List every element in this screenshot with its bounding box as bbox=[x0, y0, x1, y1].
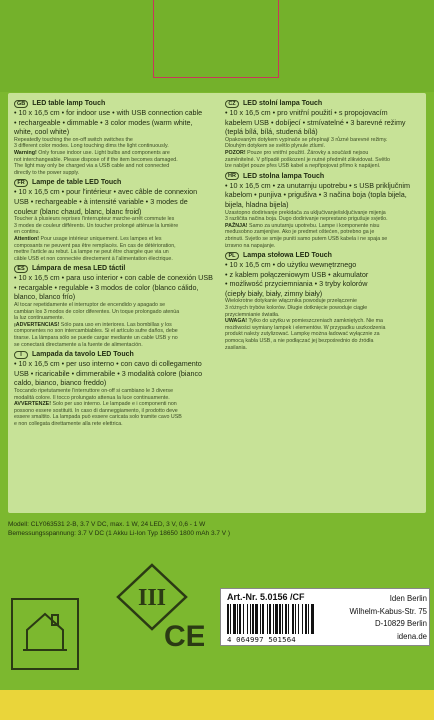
barcode-bar bbox=[239, 604, 241, 634]
warning-label: Attention! bbox=[14, 235, 40, 242]
warning-label: POZOR! bbox=[225, 149, 246, 156]
usage-line: 3 różnych trybów kolorów. Długie dotknięcie powoduje ciągłe bbox=[225, 305, 368, 312]
warning-text: essere smaltito. La lampada può essere caricata solo tramite cavo USB bbox=[14, 414, 182, 421]
barcode-bar bbox=[255, 604, 258, 634]
vendor-name: Iden Berlin bbox=[389, 594, 427, 603]
warning-text: componentes no son intercambiables. Si el artículo sufre daños, debe bbox=[14, 328, 178, 335]
warning-line bbox=[225, 223, 428, 230]
warning-line bbox=[225, 345, 428, 352]
feature-line: USB • ricaricabile • dimmerabile • 3 modalità colore (bianco bbox=[14, 368, 203, 378]
section-header bbox=[14, 178, 217, 187]
warning-label: Warning! bbox=[14, 149, 37, 156]
warning-label: PAŽNJA! bbox=[225, 222, 248, 229]
section-header bbox=[225, 99, 428, 108]
language-section-hr bbox=[225, 172, 428, 249]
language-section-gb bbox=[14, 99, 217, 176]
barcode-bar bbox=[298, 604, 299, 634]
usage-line: przyciemnianie światła. bbox=[225, 311, 280, 318]
feature-line: blanco, blanco frío) bbox=[14, 292, 76, 302]
warning-line bbox=[225, 243, 428, 250]
warning-line bbox=[14, 249, 217, 256]
language-section-cz bbox=[225, 99, 428, 170]
barcode-bar bbox=[243, 604, 244, 634]
model-line: Modell: CLY063531 2-B, 3.7 V DC, max. 1 W, 24 LED, 3 V, 0,6 - 1 W bbox=[8, 521, 206, 528]
barcode-bar bbox=[285, 604, 287, 634]
usage-line: 3 different color modes. Long touching dims the light continuously. bbox=[14, 143, 169, 150]
feature-line: • recargable • regulable • 3 modos de color (blanco cálido, bbox=[14, 282, 199, 292]
usage-line: modalità colore. Il tocco prolungato attenua la luce continuamente. bbox=[14, 394, 170, 401]
warning-line bbox=[225, 318, 428, 325]
language-badge: HR bbox=[225, 172, 239, 180]
warning-text: lze nabíjet pouze přes USB kabel a nepřipojovat přímo k napájení. bbox=[225, 163, 381, 170]
usage-line: Toccando ripetutamente l'interruttore on-off si cambiano le 3 diverse bbox=[14, 388, 174, 394]
warning-line bbox=[14, 236, 217, 243]
instructions-column-right bbox=[225, 99, 428, 353]
warning-text: directly to the power supply. bbox=[14, 169, 80, 176]
warning-label: ¡ADVERTENCIAS! bbox=[14, 321, 60, 328]
section-title: Lampa stołowa LED Touch bbox=[243, 252, 332, 260]
usage-line: Al tocar repetidamente el interruptor de encendido y apagado se bbox=[14, 302, 166, 309]
warning-text: međusobno zamjenjive. Ako je predmet oštećen, potrebno ga je bbox=[225, 229, 375, 236]
language-badge: FR bbox=[14, 179, 28, 187]
warning-text: izravno na napajanje. bbox=[225, 242, 276, 249]
vendor-street: Wilhelm-Kabus-Str. 75 bbox=[349, 606, 427, 616]
warning-text: zbrinuti. Svjetlo se smije puniti samo putem USB kabela i ne spaja se bbox=[225, 235, 388, 242]
feature-line: • 10 x 16,5 cm • pour l'intérieur • avec câble de connexion bbox=[14, 187, 198, 197]
section-title: Lámpara de mesa LED táctil bbox=[32, 265, 126, 273]
language-badge: PL bbox=[225, 252, 239, 260]
instructions-panel bbox=[8, 93, 426, 513]
barcode-bar bbox=[292, 604, 294, 634]
language-badge: ES bbox=[14, 265, 28, 273]
warning-line bbox=[14, 150, 217, 157]
barcode-bar bbox=[269, 604, 271, 634]
warning-text: Pouze pro vnitřní použití. Žárovky a součásti nejsou bbox=[245, 149, 369, 156]
barcode-bar bbox=[267, 604, 268, 634]
barcode-bar bbox=[305, 604, 307, 634]
warning-line bbox=[14, 256, 217, 263]
barcode-bar bbox=[295, 604, 296, 634]
model-specs bbox=[8, 520, 428, 538]
barcode-bar bbox=[237, 604, 238, 634]
feature-line: couleur (blanc chaud, blanc, blanc froid) bbox=[14, 206, 142, 216]
section-header bbox=[14, 350, 217, 359]
section-header bbox=[14, 264, 217, 273]
warning-text: composants ne peuvent pas être remplacés. En cas de détérioration, bbox=[14, 242, 176, 249]
usage-line: Repeatedly touching the on-off switch switches the bbox=[14, 136, 133, 143]
warning-text: e non collegata direttamente alla rete elettrica. bbox=[14, 420, 123, 427]
warning-line bbox=[14, 157, 217, 164]
warning-line bbox=[14, 421, 217, 428]
vendor-web: idena.de bbox=[397, 631, 427, 641]
barcode-bar bbox=[275, 604, 278, 634]
warning-label: AVVERTENZE! bbox=[14, 401, 51, 408]
usage-line: Dlouhým dotykem se světlo plynule ztlumí. bbox=[225, 143, 326, 150]
class3-label: III bbox=[137, 585, 167, 611]
warning-line bbox=[225, 163, 428, 170]
barcode-bar bbox=[260, 604, 261, 634]
warning-label: UWAGA! bbox=[225, 318, 248, 325]
warning-text: zaměnitelné. V případě poškození je nutné předmět zlikvidovat. Světlo bbox=[225, 156, 390, 163]
barcode-bar bbox=[311, 604, 314, 634]
warning-text: zasilania. bbox=[225, 344, 248, 351]
warning-text: tirarse. La lámpara sólo se puede cargar mediante un cable USB y no bbox=[14, 335, 178, 342]
warning-text: se conectará directamente a la fuente de alimentación. bbox=[14, 341, 143, 348]
usage-line: la luz continuamente. bbox=[14, 315, 65, 322]
warning-line bbox=[225, 331, 428, 338]
barcode-bar bbox=[302, 604, 303, 634]
warning-text: możliwości wymiany lampek i elementów. W przypadku uszkodzenia bbox=[225, 324, 386, 331]
warning-line bbox=[225, 229, 428, 236]
feature-line: • 10 x 16,5 cm • for indoor use • with USB connection cable bbox=[14, 108, 203, 117]
language-section-es bbox=[14, 264, 217, 348]
usage-line: Toucher à plusieurs reprises l'interrupteur marche-arrêt commute les bbox=[14, 216, 175, 223]
article-label bbox=[220, 588, 430, 646]
barcode-bar bbox=[262, 604, 264, 634]
warning-text: Solo per uso interno. Le lampade e i componenti non bbox=[50, 401, 177, 408]
language-section-i bbox=[14, 350, 217, 427]
language-badge: GB bbox=[14, 100, 28, 108]
barcode-bar bbox=[279, 604, 281, 634]
feature-line: bijela, hladna bijela) bbox=[225, 199, 289, 209]
bottom-color-bar bbox=[0, 690, 434, 720]
warning-line bbox=[225, 236, 428, 243]
feature-line: • 10 x 16,5 cm • do użytku wewnętrznego bbox=[225, 260, 357, 270]
feature-line: caldo, bianco, bianco freddo) bbox=[14, 378, 107, 388]
language-badge: CZ bbox=[225, 100, 239, 108]
article-number: Art.-Nr. 5.0156 /CF bbox=[227, 592, 305, 602]
barcode-bar bbox=[308, 604, 309, 634]
feature-line: • 10 x 16,5 cm • per uso interno • con cavo di collegamento bbox=[14, 359, 202, 369]
warning-text: The light may only be charged via a USB cable and not connected bbox=[14, 163, 170, 170]
usage-line: Opakovaným dotykem vypínače se přepínají 3 různé barevné režimy. bbox=[225, 136, 388, 143]
feature-line: • 10 x 16,5 cm • za unutarnju upotrebu • s USB priključnim bbox=[225, 180, 410, 190]
usage-line: 3 modes de couleur différents. Un toucher prolongé atténue la lumière bbox=[14, 222, 179, 229]
warning-text: Only foruse indoor use. Light bulbs and components are bbox=[36, 149, 170, 156]
barcode-bar bbox=[273, 604, 274, 634]
warning-text: possono essere sostituiti. In caso di danneggiamento, il prodotto deve bbox=[14, 407, 178, 414]
section-title: Lampe de table LED Touch bbox=[32, 179, 122, 187]
barcode-bar bbox=[247, 604, 248, 634]
warning-text: Pour usage intérieur uniquement. Les lampes et les bbox=[39, 235, 162, 242]
usage-line: en continu. bbox=[14, 229, 40, 236]
warning-line bbox=[14, 163, 217, 170]
barcode-bar bbox=[282, 604, 283, 634]
warning-line bbox=[225, 325, 428, 332]
language-section-pl bbox=[225, 251, 428, 351]
language-badge: I bbox=[14, 351, 28, 359]
section-header bbox=[225, 251, 428, 260]
feature-line: • z kablem połączeniowym USB • akumulator bbox=[225, 269, 369, 279]
warning-line bbox=[14, 170, 217, 177]
barcode-bar bbox=[288, 604, 289, 634]
warning-line bbox=[225, 157, 428, 164]
warning-line bbox=[14, 328, 217, 335]
feature-line: kabelom • punjiva • prigušiva • 3 načina boja (topla bijela, bbox=[225, 190, 407, 200]
instructions-column-left bbox=[14, 99, 217, 430]
section-header bbox=[225, 172, 428, 181]
barcode-bar bbox=[250, 604, 251, 634]
barcode-bar bbox=[230, 604, 231, 634]
product-window-frame bbox=[153, 0, 279, 78]
feature-line: kabelem USB • dobíjecí • stmívatelné • 3 barevné režimy bbox=[225, 117, 406, 127]
ce-mark-icon bbox=[164, 620, 204, 650]
feature-line: (ciepły biały, biały, zimny biały) bbox=[225, 288, 323, 298]
section-title: Lampada da tavolo LED Touch bbox=[32, 351, 134, 359]
usage-line: 3 različita načina boja. Dugo dodirivanje neprestano prigušuje svjetlo. bbox=[225, 216, 388, 223]
warning-text: Samo za unutarnju upotrebu. Lampe i komponente nisu bbox=[247, 222, 380, 229]
barcode-digits: 4 064997 501564 bbox=[227, 635, 296, 644]
section-title: LED table lamp Touch bbox=[32, 100, 106, 107]
indoor-use-house-icon bbox=[11, 598, 79, 670]
warning-text: produkt należy zutylizować. Lampkę można ładować wyłącznie za bbox=[225, 331, 380, 338]
ce-label: CE bbox=[164, 620, 204, 650]
warning-text: pomocą kabla USB, a nie podłączać jej bezpośrednio do źródła bbox=[225, 338, 374, 345]
warning-text: Tylko do użytku w pomieszczeniach zamkniętych. Nie ma bbox=[247, 318, 383, 325]
barcode-bar bbox=[233, 604, 236, 634]
warning-text: not interchangeable. Please dispose of if the item becomes damaged. bbox=[14, 156, 178, 163]
warning-line bbox=[14, 408, 217, 415]
warning-line bbox=[14, 335, 217, 342]
section-title: LED stolní lampa Touch bbox=[243, 100, 323, 107]
feature-line: USB • rechargeable • à intensité variable • 3 modes de bbox=[14, 196, 188, 206]
feature-line: • 10 x 16,5 cm • para uso interior • con cable de conexión USB bbox=[14, 273, 213, 283]
section-title: LED stolna lampa Touch bbox=[243, 172, 325, 180]
warning-line bbox=[14, 414, 217, 421]
usage-line: cambian los 3 modos de color diferentes. Un toque prolongado atenúa bbox=[14, 308, 180, 315]
feature-line: white, cool white) bbox=[14, 127, 70, 137]
rating-line: Bemessungsspannung: 3.7 V DC (1 Akku Li-Ion Typ 18650 1800 mAh 3.7 V ) bbox=[8, 530, 231, 537]
warning-line bbox=[14, 322, 217, 329]
usage-line: Uzastopno dodirivanje prekidača za uključivanje/isključivanje mijenja bbox=[225, 209, 386, 216]
warning-text: câble USB et non connectée directement à l'alimentation électrique. bbox=[14, 255, 173, 262]
feature-line: • możliwość przyciemniania • 3 tryby kolorów bbox=[225, 279, 368, 289]
warning-text: Sólo para uso en interiores. Las bombillas y los bbox=[59, 321, 172, 328]
warning-line bbox=[225, 338, 428, 345]
feature-line: • 10 x 16,5 cm • pro vnitřní použití • s propojovacím bbox=[225, 108, 388, 117]
barcode-bar bbox=[227, 604, 229, 634]
feature-line: (teplá bílá, bílá, studená bílá) bbox=[225, 127, 318, 137]
warning-line bbox=[14, 243, 217, 250]
warning-line bbox=[14, 342, 217, 349]
vendor-address bbox=[337, 593, 427, 643]
usage-line: Wielokrotne dotykanie włącznika powoduje przełączenie bbox=[225, 298, 357, 305]
feature-line: • rechargeable • dimmable • 3 color modes (warm white, bbox=[14, 117, 193, 127]
section-header bbox=[14, 99, 217, 108]
warning-line bbox=[225, 150, 428, 157]
language-section-fr bbox=[14, 178, 217, 262]
barcode bbox=[225, 604, 333, 635]
barcode-bar bbox=[252, 604, 254, 634]
warning-text: mettre l'article au rebut. La lampe ne peut être chargée que via un bbox=[14, 249, 169, 256]
warning-line bbox=[14, 401, 217, 408]
vendor-city: D-10829 Berlin bbox=[374, 619, 427, 628]
